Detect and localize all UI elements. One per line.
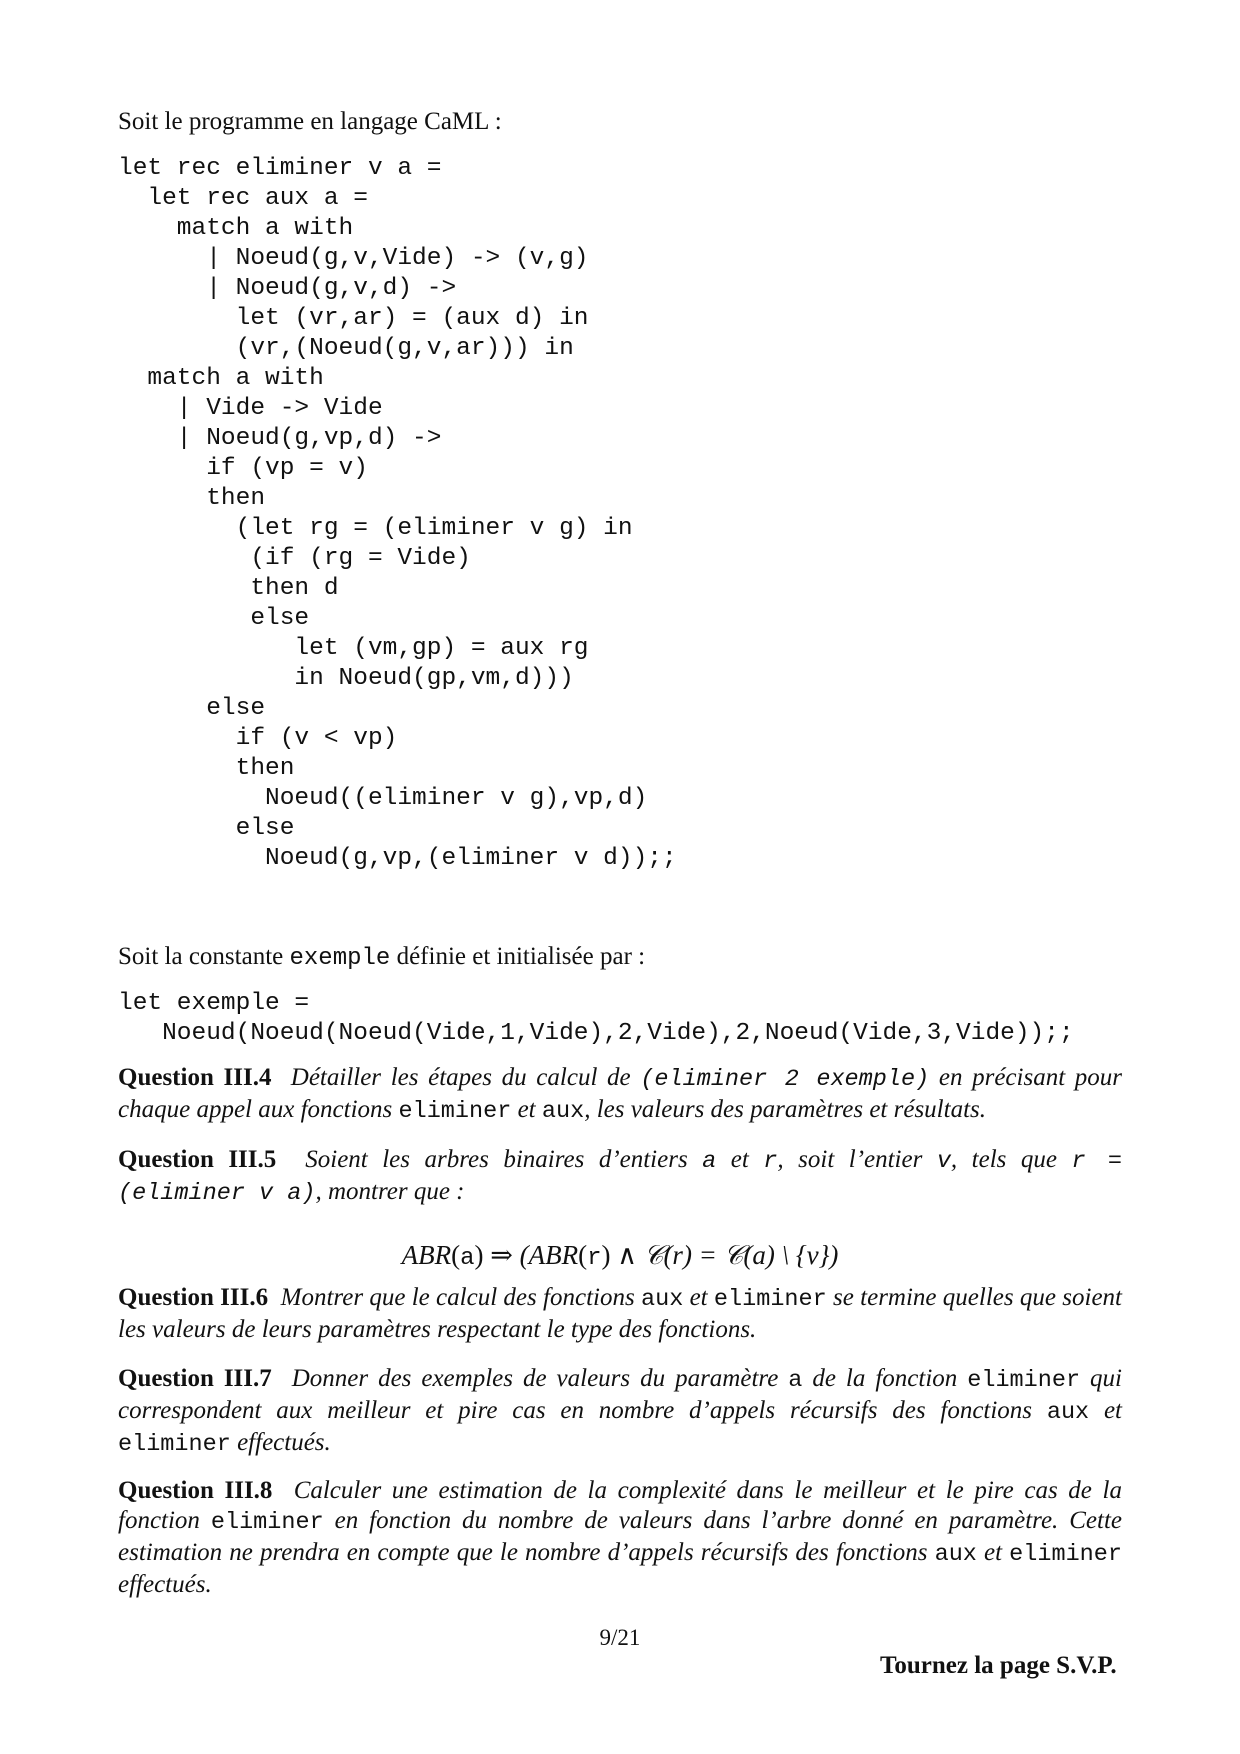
question-text: de la fonction [802,1365,968,1392]
inline-code: eliminer [713,1286,827,1313]
question-label: Question III.6 [118,1284,269,1311]
question-text: Détailler les étapes du calcul de [290,1064,641,1091]
inline-code: a [702,1148,717,1175]
question-text: et [1089,1397,1122,1424]
question-text: et [716,1146,764,1173]
code-line: else [118,815,295,842]
question-label: Question III.7 [118,1365,272,1392]
code-line: match a with [118,215,354,242]
question-iii-8 [118,1476,1122,1600]
inline-code: aux [640,1286,684,1313]
question-iii-4 [118,1063,1122,1127]
code-line: then [118,755,295,782]
question-label: Question III.8 [118,1477,273,1504]
code-line: match a with [118,365,324,392]
caml-code-block [118,154,677,874]
inline-code: aux [934,1541,977,1568]
code-line: then [118,485,266,512]
question-label: Question III.4 [118,1064,272,1091]
question-text: Montrer que le calcul des fonctions [280,1284,641,1311]
code-line: let (vr,ar) = (aux d) in [118,305,589,332]
question-text: Soient les arbres binaires d’entiers [305,1146,703,1173]
turn-page-note: Tournez la page S.V.P. [880,1652,1117,1679]
inline-code: eliminer [1009,1541,1122,1568]
inline-code: r [763,1148,778,1175]
question-text: , montrer que : [315,1178,465,1205]
inline-code: eliminer [967,1367,1081,1394]
code-line: let rec eliminer v a = [118,155,442,182]
question-iii-5 [118,1145,1122,1209]
intro-text: Soit le programme en langage CaML : [118,108,502,135]
question-text: en précisant pour chaque appel aux fonctions [118,1064,1123,1123]
formula-part: ⇒ ( [483,1240,529,1270]
question-iii-7 [118,1364,1122,1460]
inline-code: v [936,1148,951,1175]
inline-code: aux [541,1098,585,1125]
question-text: Donner des exemples de valeurs du paramètre [291,1365,789,1392]
question-text: et [511,1096,542,1123]
inline-code: eliminer [118,1431,231,1458]
formula-part: ∧ 𝒞(r) = 𝒞(a) \ {v}) [610,1240,839,1270]
formula-part: r [587,1245,602,1272]
question-iii-6 [118,1283,1122,1345]
page-number: 9/21 [599,1625,641,1650]
question-text: en fonction du nombre de valeurs dans l’arbre donné en paramètre. Cette estimation ne prendra en compte que le nombre d’appels récursifs des fonctions [118,1507,1122,1566]
code-line: (if (rg = Vide) [118,545,471,572]
question-text: se termine quelles que soient les valeurs de leurs paramètres respectant le type des fonctions. [118,1284,1122,1343]
constant-code-block [118,989,1074,1049]
inline-code: r = (eliminer v a) [118,1148,1122,1207]
question-text: , tels que [950,1146,1072,1173]
code-line: | Noeud(g,vp,d) -> [118,425,442,452]
code-line: Noeud(g,vp,(eliminer v d));; [118,845,677,872]
inline-code: eliminer [210,1509,324,1536]
question-text: effectués. [118,1571,212,1598]
question-text: , les valeurs des paramètres et résultats. [584,1096,986,1123]
code-line: if (vp = v) [118,455,368,482]
code-line: | Noeud(g,v,Vide) -> (v,g) [118,245,589,272]
formula-part: ABR [401,1240,452,1270]
code-line: else [118,605,310,632]
constant-intro-after: définie et initialisée par : [390,943,646,970]
question-text: qui correspondent aux meilleur et pire cas en nombre d’appels récursifs des fonctions [118,1365,1122,1424]
code-line: else [118,695,266,722]
code-line: | Vide -> Vide [118,395,383,422]
question-text: et [976,1539,1010,1566]
code-line: (vr,(Noeud(g,v,ar))) in [118,335,574,362]
code-line: if (v < vp) [118,725,398,752]
code-line: Noeud((eliminer v g),vp,d) [118,785,648,812]
question-label: Question III.5 [118,1146,277,1173]
formula-part: a [460,1245,475,1272]
constant-intro-before: Soit la constante [118,943,290,970]
constant-name: exemple [289,945,391,972]
inline-code: aux [1046,1399,1090,1426]
inline-code: eliminer [398,1098,512,1125]
code-line: (let rg = (eliminer v g) in [118,515,633,542]
constant-intro [118,942,1122,974]
code-line: Noeud(Noeud(Noeud(Vide,1,Vide),2,Vide),2,Noeud(Vide,3,Vide));; [118,1020,1074,1047]
code-line: let exemple = [118,990,310,1017]
formula-part: ABR [528,1240,579,1270]
math-formula: ABR(a) ⇒ (ABR(r) ∧ 𝒞(r) = 𝒞(a) \ {v}) [401,1240,839,1272]
code-line: then d [118,575,339,602]
inline-code: (eliminer 2 exemple) [640,1066,930,1093]
code-line: let rec aux a = [118,185,368,212]
code-line: | Noeud(g,v,d) -> [118,275,457,302]
inline-code: a [788,1367,803,1394]
code-line: let (vm,gp) = aux rg [118,635,589,662]
code-line: in Noeud(gp,vm,d))) [118,665,574,692]
question-text: Calculer une estimation de la complexité dans le meilleur et le pire cas de la fonction [118,1477,1122,1534]
question-text: et [683,1284,714,1311]
question-text: , soit l’entier [777,1146,937,1173]
question-text: effectués. [230,1429,331,1456]
